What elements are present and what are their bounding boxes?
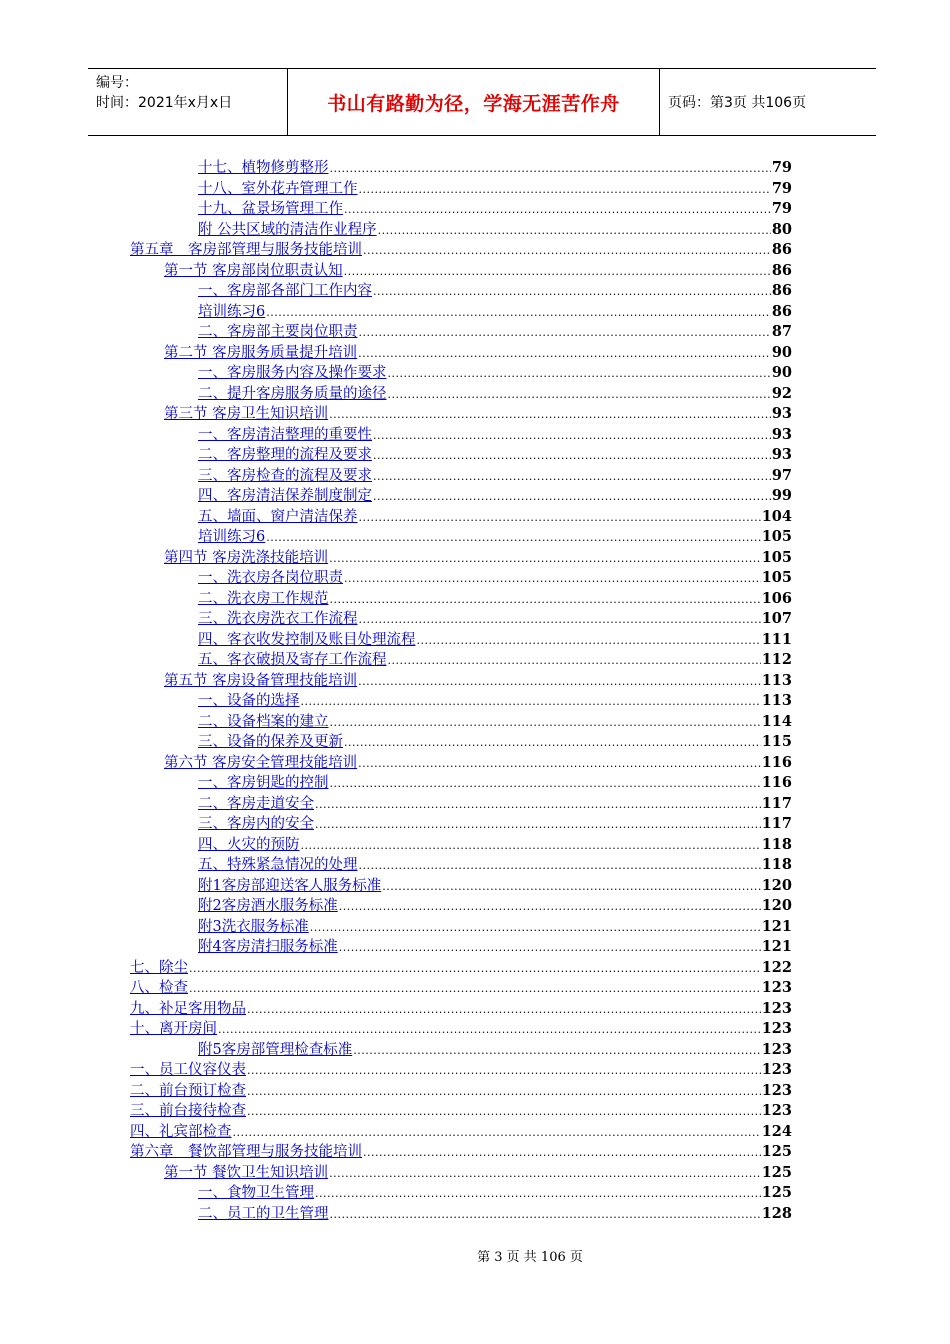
- document-number-label: 编号：: [96, 75, 138, 91]
- toc-page-number: 123: [761, 1040, 792, 1058]
- toc-entry[interactable]: [130, 507, 792, 528]
- toc-dot-leader: [373, 446, 771, 467]
- toc-entry-link[interactable]: 十、离开房间: [130, 1021, 217, 1037]
- toc-page-number: 124: [761, 1122, 792, 1140]
- toc-page-number: 79: [771, 200, 792, 217]
- toc-entry-link[interactable]: 一、洗衣房各岗位职责: [198, 570, 343, 586]
- toc-page-number: 111: [761, 630, 792, 648]
- toc-dot-leader: [301, 692, 761, 713]
- toc-entry-link[interactable]: 四、客房清洁保养制度制定: [198, 488, 372, 504]
- toc-page-number: 122: [761, 958, 792, 976]
- toc-entry-link[interactable]: 五、墙面、窗户清洁保养: [198, 508, 358, 525]
- toc-entry[interactable]: [130, 527, 792, 548]
- toc-dot-leader: [329, 405, 771, 426]
- toc-page-number: 117: [761, 815, 792, 832]
- page-header: [88, 68, 876, 136]
- toc-entry-link[interactable]: 八、检查: [130, 980, 188, 996]
- toc-entry[interactable]: [130, 855, 792, 876]
- toc-page-number: 86: [771, 241, 792, 258]
- toc-entry[interactable]: [130, 281, 792, 302]
- toc-page-number: 123: [761, 1020, 792, 1037]
- toc-entry-link[interactable]: 第四节 客房洗涤技能培训: [164, 549, 329, 566]
- toc-entry-link[interactable]: 第六章 餐饮部管理与服务技能培训: [130, 1144, 362, 1160]
- toc-page-number: 123: [761, 1061, 792, 1078]
- toc-entry[interactable]: [130, 486, 792, 507]
- toc-dot-leader: [378, 221, 771, 242]
- toc-entry-link[interactable]: 附 公共区域的清洁作业程序: [198, 221, 377, 238]
- toc-page-number: 113: [761, 692, 792, 709]
- toc-entry[interactable]: [130, 1163, 792, 1184]
- toc-entry-link[interactable]: 附3洗衣服务标准: [198, 918, 309, 935]
- toc-dot-leader: [339, 897, 761, 918]
- toc-entry-link[interactable]: 附2客房酒水服务标准: [198, 898, 338, 914]
- toc-dot-leader: [330, 590, 761, 611]
- toc-page-number: 97: [771, 466, 792, 484]
- toc-page-number: 121: [761, 938, 792, 955]
- toc-entry-link[interactable]: 一、食物卫生管理: [198, 1185, 314, 1201]
- toc-dot-leader: [344, 733, 761, 754]
- toc-page-number: 113: [761, 671, 792, 689]
- toc-dot-leader: [388, 364, 771, 385]
- toc-page-number: 120: [761, 876, 792, 894]
- toc-dot-leader: [344, 262, 771, 283]
- toc-dot-leader: [373, 467, 771, 488]
- toc-dot-leader: [358, 672, 761, 693]
- toc-entry-link[interactable]: 三、客房检查的流程及要求: [198, 467, 372, 484]
- toc-dot-leader: [330, 713, 761, 734]
- toc-dot-leader: [388, 651, 761, 672]
- toc-entry-link[interactable]: 附4客房清扫服务标准: [198, 939, 338, 955]
- toc-page-number: 125: [761, 1163, 792, 1181]
- toc-entry[interactable]: [130, 917, 792, 938]
- toc-dot-leader: [344, 569, 761, 590]
- toc-dot-leader: [310, 918, 761, 939]
- toc-entry-link[interactable]: 第五节 客房设备管理技能培训: [164, 672, 358, 689]
- toc-dot-leader: [363, 1143, 761, 1164]
- toc-entry-link[interactable]: 二、提升客房服务质量的途径: [198, 385, 387, 402]
- toc-entry-link[interactable]: 一、设备的选择: [198, 693, 300, 709]
- toc-entry[interactable]: [130, 1122, 792, 1143]
- toc-page-number: 118: [761, 856, 792, 873]
- toc-page-number: 86: [771, 282, 792, 299]
- toc-entry-link[interactable]: 五、客衣破损及寄存工作流程: [198, 652, 387, 668]
- toc-dot-leader: [330, 774, 761, 795]
- toc-page-number: 116: [761, 774, 792, 791]
- toc-dot-leader: [330, 1205, 761, 1226]
- toc-entry-link[interactable]: 三、前台接待检查: [130, 1103, 246, 1119]
- toc-entry-link[interactable]: 一、员工仪容仪表: [130, 1062, 246, 1078]
- toc-entry[interactable]: [130, 384, 792, 405]
- toc-entry[interactable]: [130, 568, 792, 589]
- toc-entry-link[interactable]: 四、火灾的预防: [198, 836, 300, 853]
- toc-entry[interactable]: [130, 732, 792, 753]
- toc-entry[interactable]: [130, 712, 792, 733]
- toc-entry[interactable]: [130, 425, 792, 446]
- toc-dot-leader: [417, 631, 761, 652]
- toc-entry-link[interactable]: 十七、植物修剪整形: [198, 160, 329, 176]
- toc-dot-leader: [233, 1123, 761, 1144]
- toc-entry[interactable]: [130, 835, 792, 856]
- toc-page-number: 123: [761, 979, 792, 996]
- toc-entry[interactable]: [130, 1204, 792, 1225]
- toc-entry[interactable]: [130, 158, 792, 179]
- toc-entry[interactable]: [130, 199, 792, 220]
- toc-entry-link[interactable]: 附5客房部管理检查标准: [198, 1041, 353, 1058]
- toc-entry-link[interactable]: 九、补足客用物品: [130, 1000, 246, 1017]
- toc-dot-leader: [315, 1184, 761, 1205]
- toc-entry-link[interactable]: 四、礼宾部检查: [130, 1123, 232, 1140]
- toc-dot-leader: [266, 528, 760, 549]
- toc-entry-link[interactable]: 培训练习6: [198, 529, 266, 545]
- toc-entry[interactable]: [130, 404, 792, 425]
- toc-entry-link[interactable]: 第一节 餐饮卫生知识培训: [164, 1164, 329, 1181]
- toc-page-number: 118: [761, 835, 792, 853]
- toc-dot-leader: [247, 1102, 761, 1123]
- toc-dot-leader: [315, 795, 761, 816]
- toc-dot-leader: [359, 610, 761, 631]
- toc-page-number: 105: [761, 528, 792, 545]
- toc-page-number: 116: [761, 753, 792, 771]
- toc-entry-link[interactable]: 二、客房走道安全: [198, 795, 314, 812]
- toc-page-number: 114: [761, 712, 792, 730]
- toc-page-number: 120: [761, 897, 792, 914]
- toc-dot-leader: [247, 1000, 761, 1021]
- toc-entry-link[interactable]: 第二节 客房服务质量提升培训: [164, 344, 358, 361]
- toc-entry[interactable]: [130, 322, 792, 343]
- toc-dot-leader: [339, 938, 761, 959]
- toc-entry[interactable]: [130, 753, 792, 774]
- toc-dot-leader: [358, 344, 771, 365]
- toc-entry-link[interactable]: 第三节 客房卫生知识培训: [164, 406, 329, 422]
- toc-page-number: 115: [761, 733, 792, 750]
- toc-entry-link[interactable]: 培训练习6: [198, 303, 266, 320]
- toc-entry[interactable]: [130, 794, 792, 815]
- toc-entry[interactable]: [130, 609, 792, 630]
- toc-entry[interactable]: [130, 630, 792, 651]
- toc-entry-link[interactable]: 二、员工的卫生管理: [198, 1205, 329, 1222]
- toc-entry-link[interactable]: 一、客房钥匙的控制: [198, 775, 329, 791]
- table-of-contents: [130, 158, 792, 1224]
- toc-page-number: 125: [761, 1184, 792, 1201]
- toc-page-number: 121: [761, 917, 792, 935]
- toc-page-number: 125: [761, 1143, 792, 1160]
- toc-dot-leader: [247, 1061, 761, 1082]
- toc-page-number: 105: [761, 548, 792, 566]
- toc-dot-leader: [359, 323, 771, 344]
- toc-dot-leader: [189, 959, 761, 980]
- toc-entry[interactable]: [130, 773, 792, 794]
- toc-dot-leader: [373, 426, 771, 447]
- toc-entry[interactable]: [130, 814, 792, 835]
- toc-entry[interactable]: [130, 302, 792, 323]
- toc-entry[interactable]: [130, 650, 792, 671]
- toc-entry[interactable]: [130, 1101, 792, 1122]
- toc-dot-leader: [373, 487, 771, 508]
- toc-entry[interactable]: [130, 548, 792, 569]
- toc-page-number: 79: [771, 159, 792, 176]
- toc-page-number: 123: [761, 1081, 792, 1099]
- toc-entry[interactable]: [130, 958, 792, 979]
- toc-page-number: 86: [771, 302, 792, 320]
- toc-page-number: 107: [761, 610, 792, 627]
- toc-entry[interactable]: [130, 1019, 792, 1040]
- toc-page-number: 86: [771, 261, 792, 279]
- toc-dot-leader: [315, 815, 761, 836]
- toc-dot-leader: [330, 159, 771, 180]
- toc-entry-link[interactable]: 附1客房部迎送客人服务标准: [198, 877, 382, 894]
- toc-page-number: 79: [771, 179, 792, 197]
- toc-page-number: 123: [761, 999, 792, 1017]
- toc-entry[interactable]: [130, 876, 792, 897]
- toc-page-number: 112: [761, 651, 792, 668]
- toc-entry-link[interactable]: 十八、室外花卉管理工作: [198, 180, 358, 197]
- toc-entry-link[interactable]: 三、设备的保养及更新: [198, 734, 343, 750]
- toc-entry[interactable]: [130, 691, 792, 712]
- toc-entry-link[interactable]: 十九、盆景场管理工作: [198, 201, 343, 217]
- toc-entry[interactable]: [130, 1081, 792, 1102]
- toc-dot-leader: [266, 303, 771, 324]
- toc-dot-leader: [353, 1041, 760, 1062]
- toc-entry[interactable]: [130, 1142, 792, 1163]
- toc-dot-leader: [218, 1020, 761, 1041]
- toc-entry[interactable]: [130, 937, 792, 958]
- toc-entry[interactable]: [130, 445, 792, 466]
- toc-entry[interactable]: [130, 220, 792, 241]
- toc-page-number: 80: [771, 220, 792, 238]
- toc-entry[interactable]: [130, 343, 792, 364]
- toc-entry[interactable]: [130, 363, 792, 384]
- header-meta: [88, 69, 288, 135]
- toc-page-number: 93: [771, 425, 792, 443]
- toc-entry-link[interactable]: 一、客房服务内容及操作要求: [198, 365, 387, 381]
- toc-entry[interactable]: [130, 261, 792, 282]
- toc-entry[interactable]: [130, 589, 792, 610]
- toc-dot-leader: [301, 836, 761, 857]
- toc-entry[interactable]: [130, 240, 792, 261]
- toc-page-number: 90: [771, 364, 792, 381]
- toc-entry-link[interactable]: 二、客房部主要岗位职责: [198, 324, 358, 340]
- toc-dot-leader: [363, 241, 771, 262]
- toc-dot-leader: [359, 856, 761, 877]
- toc-entry[interactable]: [130, 1060, 792, 1081]
- toc-entry-link[interactable]: 二、设备档案的建立: [198, 713, 329, 730]
- toc-entry[interactable]: [130, 466, 792, 487]
- toc-entry-link[interactable]: 第五章 客房部管理与服务技能培训: [130, 242, 362, 258]
- toc-page-number: 105: [761, 569, 792, 586]
- toc-page-number: 93: [771, 446, 792, 463]
- toc-page-number: 117: [761, 794, 792, 812]
- toc-entry-link[interactable]: 三、洗衣房洗衣工作流程: [198, 611, 358, 627]
- toc-entry[interactable]: [130, 999, 792, 1020]
- document-time-label: 时间：2021年x月x日: [96, 95, 233, 111]
- toc-page-number: 123: [761, 1102, 792, 1119]
- toc-page-number: 128: [761, 1204, 792, 1222]
- toc-dot-leader: [373, 282, 771, 303]
- toc-dot-leader: [329, 1164, 761, 1185]
- toc-entry-link[interactable]: 二、洗衣房工作规范: [198, 590, 329, 607]
- toc-entry-link[interactable]: 一、客房部各部门工作内容: [198, 283, 372, 299]
- toc-dot-leader: [382, 877, 760, 898]
- toc-page-number: 87: [771, 323, 792, 340]
- toc-dot-leader: [189, 979, 761, 1000]
- toc-dot-leader: [247, 1082, 761, 1103]
- toc-page-number: 99: [771, 487, 792, 504]
- toc-entry-link[interactable]: 七、除尘: [130, 959, 188, 976]
- toc-entry[interactable]: [130, 896, 792, 917]
- toc-entry-link[interactable]: 四、客衣收发控制及账目处理流程: [198, 631, 416, 648]
- toc-page-number: 92: [771, 384, 792, 402]
- toc-page-number: 104: [761, 507, 792, 525]
- header-motto: 书山有路勤为径，学海无涯苦作舟: [288, 69, 660, 135]
- toc-entry[interactable]: [130, 179, 792, 200]
- header-page-info: 页码：第3页 共106页: [668, 95, 807, 111]
- toc-entry[interactable]: [130, 671, 792, 692]
- toc-page-number: 93: [771, 405, 792, 422]
- toc-entry-link[interactable]: 三、客房内的安全: [198, 816, 314, 832]
- toc-entry-link[interactable]: 五、特殊紧急情况的处理: [198, 857, 358, 873]
- toc-entry-link[interactable]: 第一节 客房部岗位职责认知: [164, 262, 343, 279]
- toc-dot-leader: [358, 754, 761, 775]
- toc-dot-leader: [344, 200, 771, 221]
- toc-entry[interactable]: [130, 1183, 792, 1204]
- toc-entry-link[interactable]: 二、客房整理的流程及要求: [198, 447, 372, 463]
- toc-dot-leader: [359, 180, 771, 201]
- toc-dot-leader: [329, 549, 761, 570]
- toc-dot-leader: [359, 508, 761, 529]
- toc-page-number: 90: [771, 343, 792, 361]
- toc-entry[interactable]: [130, 1040, 792, 1061]
- toc-page-number: 106: [761, 589, 792, 607]
- toc-entry[interactable]: [130, 978, 792, 999]
- toc-entry-link[interactable]: 第六节 客房安全管理技能培训: [164, 754, 358, 771]
- toc-entry-link[interactable]: 一、客房清洁整理的重要性: [198, 426, 372, 443]
- toc-dot-leader: [388, 385, 771, 406]
- toc-entry-link[interactable]: 二、前台预订检查: [130, 1082, 246, 1099]
- page-footer: 第 3 页 共 106 页: [477, 1250, 583, 1265]
